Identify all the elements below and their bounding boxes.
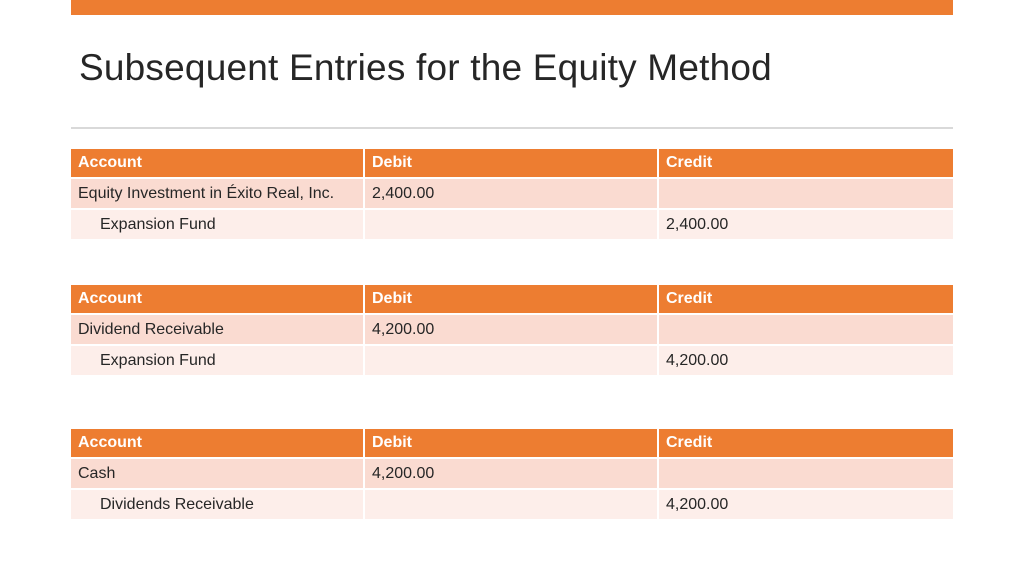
header-credit: Credit <box>659 285 953 315</box>
accent-top-bar <box>71 0 953 15</box>
credit-cell: 2,400.00 <box>659 210 953 241</box>
account-cell: Expansion Fund <box>71 346 365 377</box>
debit-cell <box>365 490 659 521</box>
header-account: Account <box>71 149 365 179</box>
header-debit: Debit <box>365 285 659 315</box>
page-title: Subsequent Entries for the Equity Method <box>79 47 772 88</box>
debit-cell <box>365 346 659 377</box>
header-account: Account <box>71 285 365 315</box>
table-row <box>71 490 953 521</box>
credit-cell: 4,200.00 <box>659 490 953 521</box>
account-cell: Cash <box>71 459 365 490</box>
debit-cell <box>365 210 659 241</box>
header-debit: Debit <box>365 429 659 459</box>
title-divider <box>71 127 953 129</box>
table-row <box>71 210 953 241</box>
credit-cell <box>659 459 953 490</box>
debit-cell: 4,200.00 <box>365 315 659 346</box>
table-row <box>71 346 953 377</box>
table-header-row <box>71 285 953 315</box>
credit-cell <box>659 315 953 346</box>
journal-entry-table-3 <box>71 429 953 521</box>
header-debit: Debit <box>365 149 659 179</box>
account-cell: Expansion Fund <box>71 210 365 241</box>
account-cell: Equity Investment in Éxito Real, Inc. <box>71 179 365 210</box>
header-credit: Credit <box>659 149 953 179</box>
credit-cell: 4,200.00 <box>659 346 953 377</box>
header-account: Account <box>71 429 365 459</box>
debit-cell: 4,200.00 <box>365 459 659 490</box>
journal-entry-table-2 <box>71 285 953 377</box>
debit-cell: 2,400.00 <box>365 179 659 210</box>
account-cell: Dividends Receivable <box>71 490 365 521</box>
header-credit: Credit <box>659 429 953 459</box>
journal-entry-table-1 <box>71 149 953 241</box>
table-row <box>71 179 953 210</box>
account-cell: Dividend Receivable <box>71 315 365 346</box>
table-header-row <box>71 149 953 179</box>
credit-cell <box>659 179 953 210</box>
table-header-row <box>71 429 953 459</box>
table-row <box>71 459 953 490</box>
table-row <box>71 315 953 346</box>
